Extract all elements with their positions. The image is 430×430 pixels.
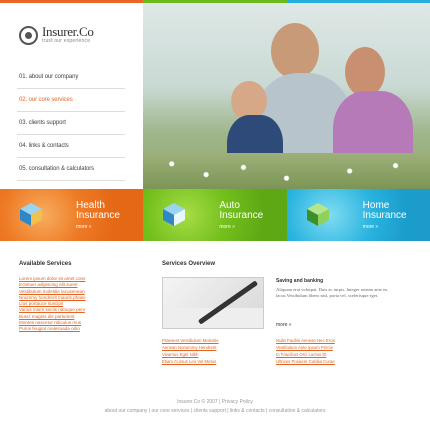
nav-item-links[interactable]: 04. links & contacts	[17, 135, 125, 158]
saving-banking-text: Aliquam erat volutpat. Duis ac turpis. Integer rutrum ante eu lacus.Vestibulum libero nisl, porta vel, scelerisque eget.	[276, 287, 388, 298]
insurance-tiles	[0, 189, 430, 241]
cube-icon	[305, 201, 331, 227]
top-bar-orange	[0, 0, 143, 3]
cube-icon	[18, 201, 44, 227]
footer-copyright: Insurer.Co © 2007 | Privacy Policy	[177, 399, 253, 405]
tile-auto-line1: Auto	[219, 200, 240, 211]
main-nav	[17, 66, 125, 181]
services-overview-title: Services Overview	[162, 261, 216, 267]
tile-health-insurance[interactable]	[0, 189, 143, 241]
overview-links-left	[162, 337, 272, 365]
tile-home-more-link[interactable]: more »	[362, 224, 379, 230]
nav-item-about[interactable]: 01. about our company	[17, 66, 125, 89]
available-service-link[interactable]: Vestibulum molestie lacusenean	[19, 288, 85, 294]
available-service-link[interactable]: Purus feugiat malesuada odio	[19, 326, 80, 332]
overview-link[interactable]: Vestibulum Ante Ipsum Primis	[276, 345, 333, 350]
footer	[0, 398, 430, 416]
saving-banking-more-link[interactable]: more »	[276, 322, 292, 328]
available-services-title: Available Services	[19, 261, 72, 267]
logo-circle-icon	[19, 26, 38, 45]
available-service-link[interactable]: Busct magnis dis parturient	[19, 313, 75, 319]
nav-item-support[interactable]: 03. clients support	[17, 112, 125, 135]
signing-pen-image	[162, 277, 264, 329]
cube-icon	[161, 201, 187, 227]
available-service-link[interactable]: Varius mium sociis natoque peni	[19, 307, 85, 313]
overview-links-right	[276, 337, 386, 365]
tile-health-line1: Health	[76, 200, 105, 211]
tile-home-insurance[interactable]	[287, 189, 430, 241]
hero-flowers	[143, 153, 430, 189]
tile-home-line2: Insurance	[362, 210, 407, 221]
logo-tagline: trust our experience	[42, 38, 91, 44]
overview-link[interactable]: Ultrices Posuere Cubilia Curae	[276, 359, 335, 364]
logo-name: Insurer.Co	[42, 24, 94, 39]
available-services-list	[19, 276, 129, 333]
saving-banking-title: Saving and banking	[276, 278, 324, 284]
overview-link[interactable]: In Faucibus Orci Luctus Et	[276, 352, 327, 357]
available-service-link[interactable]: Nnummy hendrerit mauris.phase	[19, 294, 86, 300]
hero-girl-head	[345, 47, 385, 97]
overview-link[interactable]: Vivamus Eget Nibh	[162, 352, 199, 357]
overview-link[interactable]: Etiam Cursus Leo Vel Metus	[162, 359, 217, 364]
tile-home-line1: Home	[362, 200, 390, 211]
hero-family-photo	[143, 3, 430, 189]
overview-link[interactable]: Nulla Facilisi Aenean Nec Eros	[276, 338, 335, 343]
available-service-link[interactable]: Montes nascetur ridiculus mus	[19, 320, 82, 326]
available-service-link[interactable]: Lorem ipsum dolor sit amet cons	[19, 276, 86, 281]
tile-auto-insurance[interactable]	[143, 189, 286, 241]
available-service-link[interactable]: Llus portauce suscipit	[19, 301, 64, 307]
footer-links[interactable]: about our company | our core services | clients support | links & contacts | consultation & calculators	[104, 408, 326, 414]
tile-auto-line2: Insurance	[219, 210, 264, 221]
nav-item-services[interactable]: 02. our core services	[17, 89, 125, 112]
overview-link[interactable]: Praesent Vestibulum Molestie	[162, 338, 219, 343]
tile-health-line2: Insurance	[76, 210, 120, 221]
logo[interactable]	[19, 25, 94, 45]
available-service-link[interactable]: Ectetuer adipiscing elit.suent	[19, 282, 78, 288]
hero-father-head	[271, 23, 319, 79]
nav-item-consultation[interactable]: 05. consultation & calculators	[17, 158, 125, 181]
overview-link[interactable]: Aenean Nonummy Hendrerit	[162, 345, 217, 350]
tile-health-more-link[interactable]: more »	[76, 224, 92, 230]
tile-auto-more-link[interactable]: more »	[219, 224, 235, 230]
